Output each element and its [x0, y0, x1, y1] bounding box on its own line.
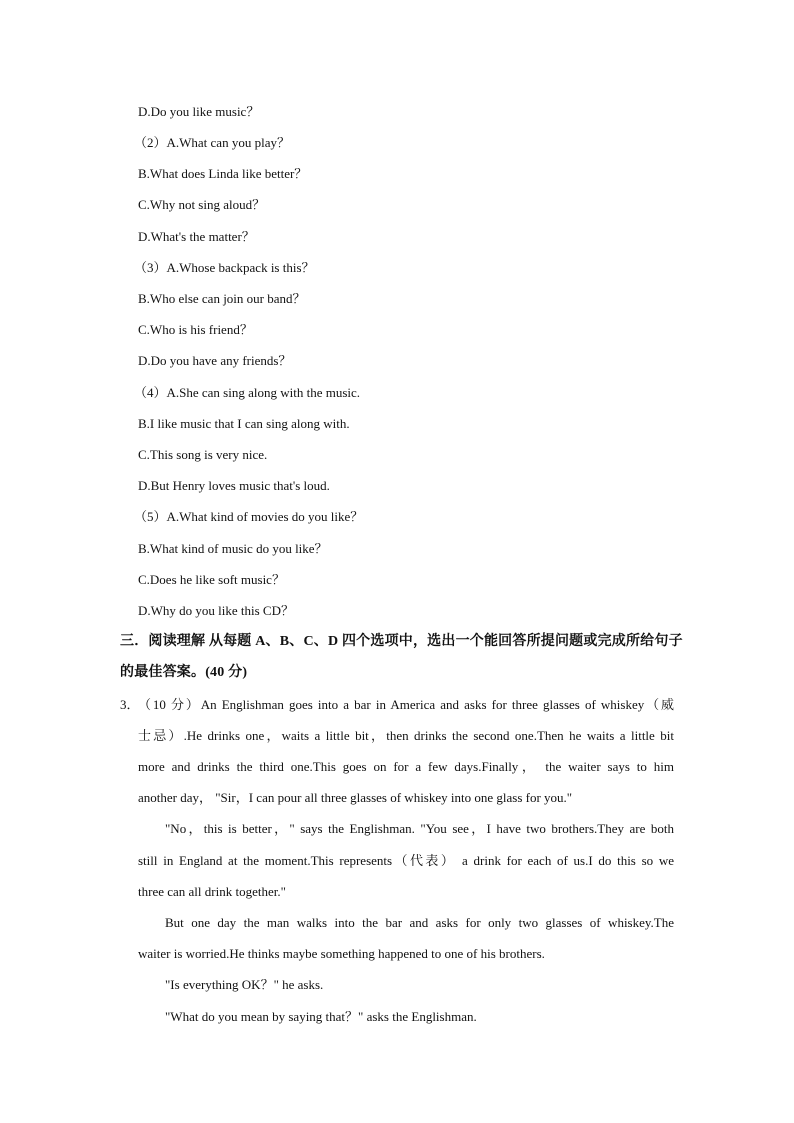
- question-number: 3．: [120, 697, 140, 712]
- passage-line: "Is everything OK？" he asks.: [165, 977, 324, 992]
- option-2c: C.Why not sing aloud？: [138, 197, 266, 212]
- section-heading: 三．阅读理解 从每题 A、B、C、D 四个选项中，选出一个能回答所提问题或完成所给句子: [120, 634, 683, 649]
- passage-line: more and drinks the third one.This goes on for a few days.Finally， the waiter says to him: [138, 759, 674, 774]
- section-heading-cont: 的最佳答案。(40 分): [120, 665, 248, 680]
- option-3b: B.Who else can join our band？: [138, 291, 306, 306]
- option-4b: B.I like music that I can sing along with.: [138, 416, 350, 431]
- passage-line: still in England at the moment.This represents（代表） a drink for each of us.I do this so we: [138, 853, 674, 868]
- option-5c: C.Does he like soft music？: [138, 572, 285, 587]
- passage-line: But one day the man walks into the bar and asks for only two glasses of whiskey.The: [165, 915, 674, 930]
- option-5d: D.Why do you like this CD？: [138, 603, 294, 618]
- passage-line: "No，this is better，" says the Englishman. "You see，I have two brothers.They are both: [165, 821, 674, 836]
- option-2a: （2）A.What can you play？: [134, 135, 290, 150]
- option-3a: （3）A.Whose backpack is this？: [134, 260, 315, 275]
- option-5a: （5）A.What kind of movies do you like？: [134, 509, 364, 524]
- passage-line: 士忌）.He drinks one，waits a little bit，then drinks the second one.Then he waits a little bit: [138, 728, 674, 743]
- option-4a: （4）A.She can sing along with the music.: [134, 385, 361, 400]
- option-4d: D.But Henry loves music that's loud.: [138, 478, 330, 493]
- option-2d: D.What's the matter？: [138, 229, 255, 244]
- option-4c: C.This song is very nice.: [138, 447, 268, 462]
- passage-line: （10 分）An Englishman goes into a bar in America and asks for three glasses of whiskey（威: [138, 697, 674, 712]
- passage-line: "What do you mean by saying that？" asks the Englishman.: [165, 1009, 477, 1024]
- option-3c: C.Who is his friend？: [138, 322, 253, 337]
- option-3d: D.Do you have any friends？: [138, 353, 292, 368]
- option-1d: D.Do you like music？: [138, 104, 260, 119]
- passage-line: another day， "Sir，I can pour all three glasses of whiskey into one glass for you.": [138, 790, 573, 805]
- option-5b: B.What kind of music do you like？: [138, 541, 328, 556]
- passage-line: three can all drink together.": [138, 884, 286, 899]
- passage-line: waiter is worried.He thinks maybe something happened to one of his brothers.: [138, 946, 545, 961]
- option-2b: B.What does Linda like better？: [138, 166, 308, 181]
